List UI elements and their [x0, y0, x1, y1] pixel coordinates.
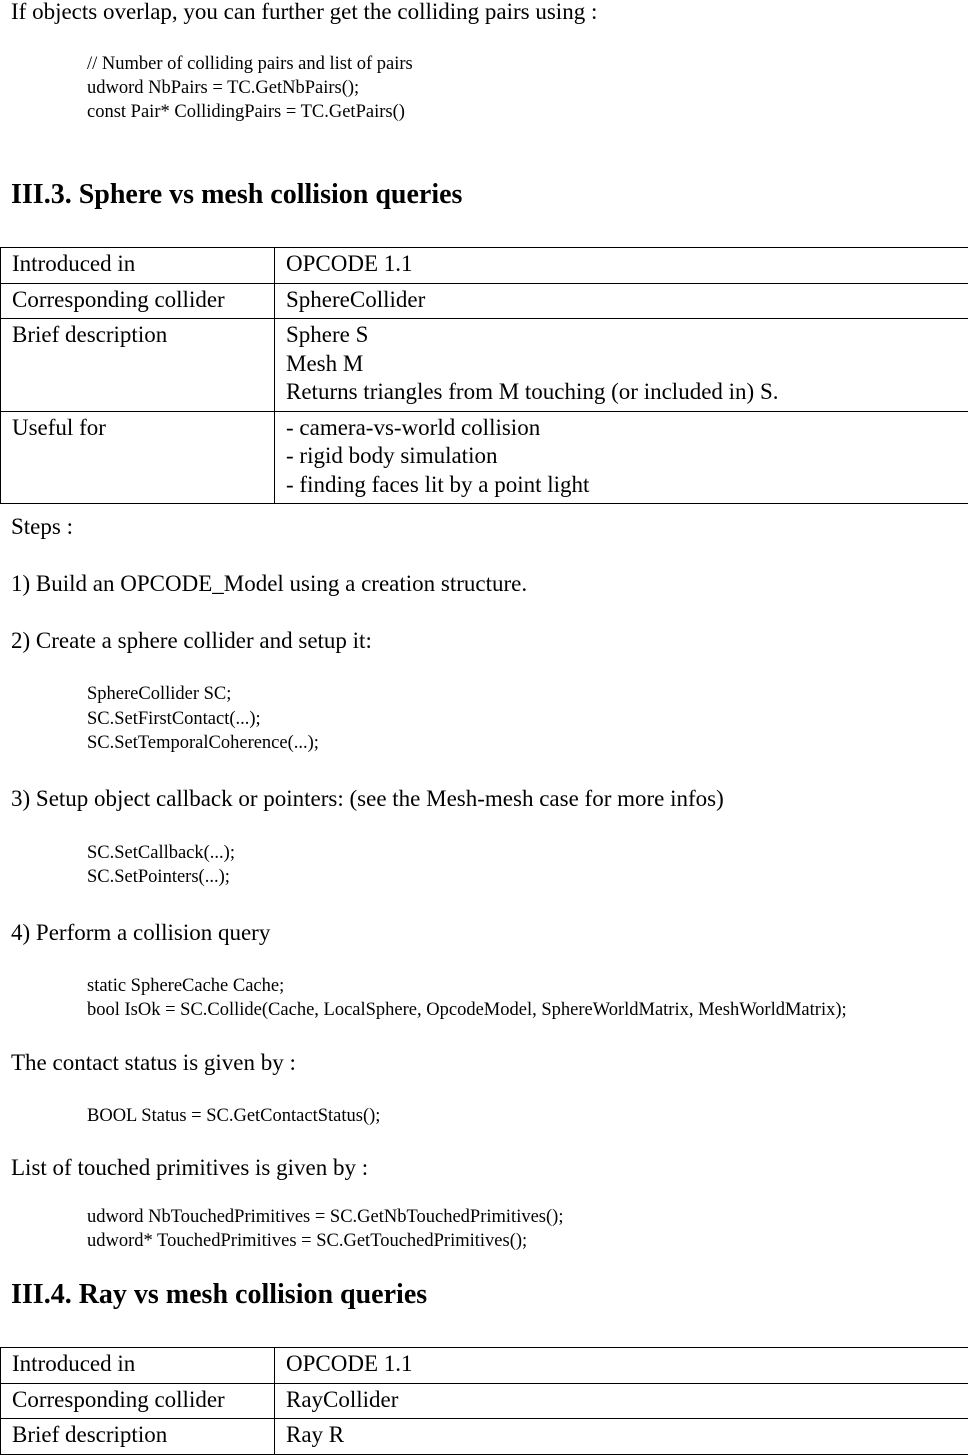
- code-line: BOOL Status = SC.GetContactStatus();: [87, 1107, 380, 1126]
- table-value-cell: [275, 1348, 968, 1384]
- code-line: SC.SetFirstContact(...);: [87, 710, 261, 729]
- table-value-line: Returns triangles from M touching (or included in) S.: [286, 378, 968, 407]
- code-line: udword* TouchedPrimitives = SC.GetTouchedPrimitives();: [87, 1232, 527, 1251]
- table-value-line: RayCollider: [286, 1386, 968, 1415]
- table-value-cell: [275, 319, 968, 412]
- table-value-cell: [275, 283, 968, 319]
- table-label-cell: Corresponding collider: [1, 1383, 275, 1419]
- code-line: const Pair* CollidingPairs = TC.GetPairs(): [87, 103, 405, 122]
- table-value-line: - camera-vs-world collision: [286, 414, 968, 443]
- table-value-line: - finding faces lit by a point light: [286, 471, 968, 500]
- step-1-text: 1) Build an OPCODE_Model using a creation structure.: [11, 572, 527, 595]
- code-line: // Number of colliding pairs and list of pairs: [87, 55, 413, 74]
- table-row: [1, 319, 968, 412]
- code-line: static SphereCache Cache;: [87, 977, 284, 996]
- steps-label: Steps :: [11, 515, 73, 538]
- section-heading-sphere: III.3. Sphere vs mesh collision queries: [11, 181, 462, 209]
- code-line: udword NbTouchedPrimitives = SC.GetNbTouchedPrimitives();: [87, 1208, 563, 1227]
- table-value-line: OPCODE 1.1: [286, 1350, 968, 1379]
- table-value-line: Mesh M: [286, 350, 968, 379]
- code-line: SC.SetPointers(...);: [87, 868, 230, 887]
- table-value-line: Sphere S: [286, 321, 968, 350]
- table-row: [1, 283, 968, 319]
- section-heading-ray: III.4. Ray vs mesh collision queries: [11, 1281, 427, 1309]
- table-label-cell: Introduced in: [1, 1348, 275, 1384]
- table-row: [1, 248, 968, 284]
- table-label-cell: Brief description: [1, 1419, 275, 1455]
- step-2-text: 2) Create a sphere collider and setup it:: [11, 629, 372, 652]
- table-label-cell: Useful for: [1, 411, 275, 504]
- step-4-text: 4) Perform a collision query: [11, 921, 270, 944]
- code-line: udword NbPairs = TC.GetNbPairs();: [87, 79, 359, 98]
- table-label-cell: Brief description: [1, 319, 275, 412]
- table-value-line: - rigid body simulation: [286, 442, 968, 471]
- touched-primitives-text: List of touched primitives is given by :: [11, 1156, 368, 1179]
- table-label-cell: Corresponding collider: [1, 283, 275, 319]
- table-value-cell: [275, 1419, 968, 1455]
- table-label-cell: Introduced in: [1, 248, 275, 284]
- ray-info-table: [0, 1347, 968, 1455]
- contact-status-text: The contact status is given by :: [11, 1051, 296, 1074]
- table-value-cell: [275, 1383, 968, 1419]
- table-value-line: SphereCollider: [286, 286, 968, 315]
- intro-text: If objects overlap, you can further get the colliding pairs using :: [11, 0, 597, 23]
- table-row: [1, 1419, 968, 1455]
- table-row: [1, 411, 968, 504]
- table-value-cell: [275, 248, 968, 284]
- code-line: SphereCollider SC;: [87, 685, 231, 704]
- sphere-info-table: [0, 247, 968, 504]
- table-row: [1, 1383, 968, 1419]
- table-value-cell: [275, 411, 968, 504]
- table-value-line: Ray R: [286, 1421, 968, 1450]
- table-value-line: OPCODE 1.1: [286, 250, 968, 279]
- code-line: SC.SetTemporalCoherence(...);: [87, 734, 319, 753]
- table-row: [1, 1348, 968, 1384]
- step-3-text: 3) Setup object callback or pointers: (see the Mesh-mesh case for more infos): [11, 787, 724, 810]
- code-line: SC.SetCallback(...);: [87, 844, 235, 863]
- code-line: bool IsOk = SC.Collide(Cache, LocalSphere, OpcodeModel, SphereWorldMatrix, MeshWorldMatrix);: [87, 1001, 847, 1020]
